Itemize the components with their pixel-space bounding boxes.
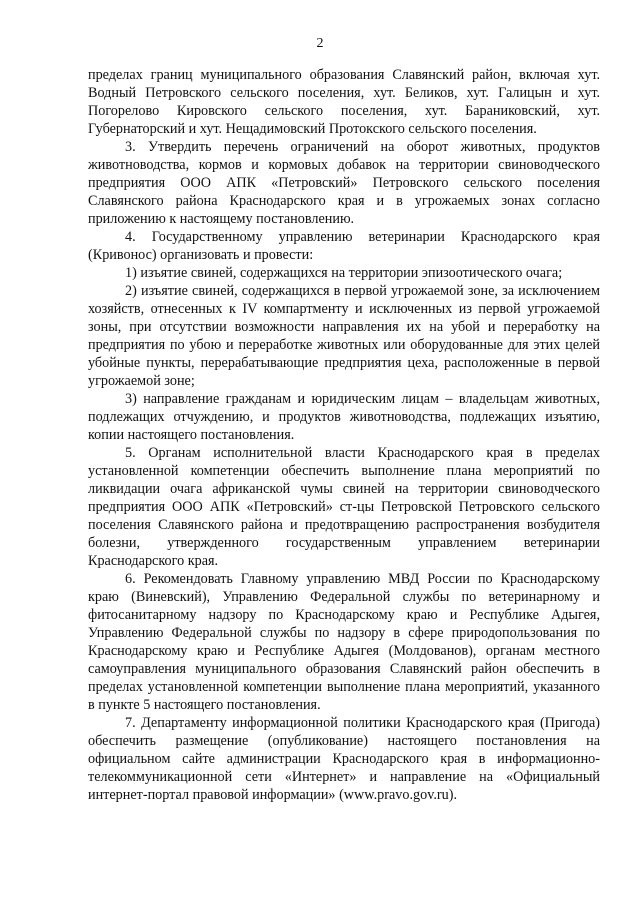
paragraph-8: 6. Рекомендовать Главному управлению МВД России по Краснодарскому краю (Виневский), Управлению Федеральной службы по ветеринарному и фитосанитарному надзору по Краснодарскому краю и Республике Адыгея, Управлению Федеральной службы по надзору в сфере природопользования по Краснодарскому краю и Республике Адыгея (Молдованов), органам местного самоуправления муниципального образования Славянский район обеспечить в пределах установленной компетенции выполнение плана мероприятий, указанного в пункте 5 настоящего постановления. [88, 571, 600, 713]
page-number: 2 [316, 36, 324, 51]
paragraph-6: 3) направление гражданам и юридическим лицам – владельцам животных, подлежащих отчуждению, и продуктов животноводства, подлежащих изъятию, копии настоящего постановления. [88, 391, 600, 443]
paragraph-1: пределах границ муниципального образования Славянский район, включая хут. Водный Петровского сельского поселения, хут. Беликов, хут. Галицын и хут. Погорелово Кировского сельского поселения, хут. Бараниковский, хут. Губернаторский и хут. Нещадимовский Протокского сельского поселения. [88, 67, 600, 137]
paragraph-9: 7. Департаменту информационной политики Краснодарского края (Пригода) обеспечить размещение (опубликование) настоящего постановления на официальном сайте администрации Краснодарского края в информационно-телекоммуникационной сети «Интернет» и направление на «Официальный интернет-портал правовой информации» (www.pravo.gov.ru). [88, 715, 600, 803]
paragraph-3: 4. Государственному управлению ветеринарии Краснодарского края (Кривонос) организовать и провести: [88, 229, 600, 263]
paragraph-2: 3. Утвердить перечень ограничений на оборот животных, продуктов животноводства, кормов и кормовых добавок на территории свиноводческого предприятия ООО АПК «Петровский» Петровского сельского поселения Славянского района Краснодарского края и в угрожаемых зонах согласно приложению к настоящему постановлению. [88, 139, 600, 227]
document-body [88, 66, 600, 804]
paragraph-7: 5. Органам исполнительной власти Краснодарского края в пределах установленной компетенции обеспечить выполнение плана мероприятий по ликвидации очага африканской чумы свиней на территории свиноводческого предприятия ООО АПК «Петровский» ст-цы Петровской Петровского сельского поселения Славянского района и предотвращению распространения возбудителя болезни, утвержденного государственным управлением ветеринарии Краснодарского края. [88, 445, 600, 569]
paragraph-4: 1) изъятие свиней, содержащихся на территории эпизоотического очага; [125, 265, 563, 281]
paragraph-5: 2) изъятие свиней, содержащихся в первой угрожаемой зоне, за исключением хозяйств, отнесенных к IV компартменту и исключенных из первой угрожаемой зоны, при отсутствии возможности направления их на убой и переработку на предприятия по убою и переработке животных или оборудованные для этих целей убойные пункты, перерабатывающие предприятия цеха, расположенные в первой угрожаемой зоне; [88, 283, 600, 389]
